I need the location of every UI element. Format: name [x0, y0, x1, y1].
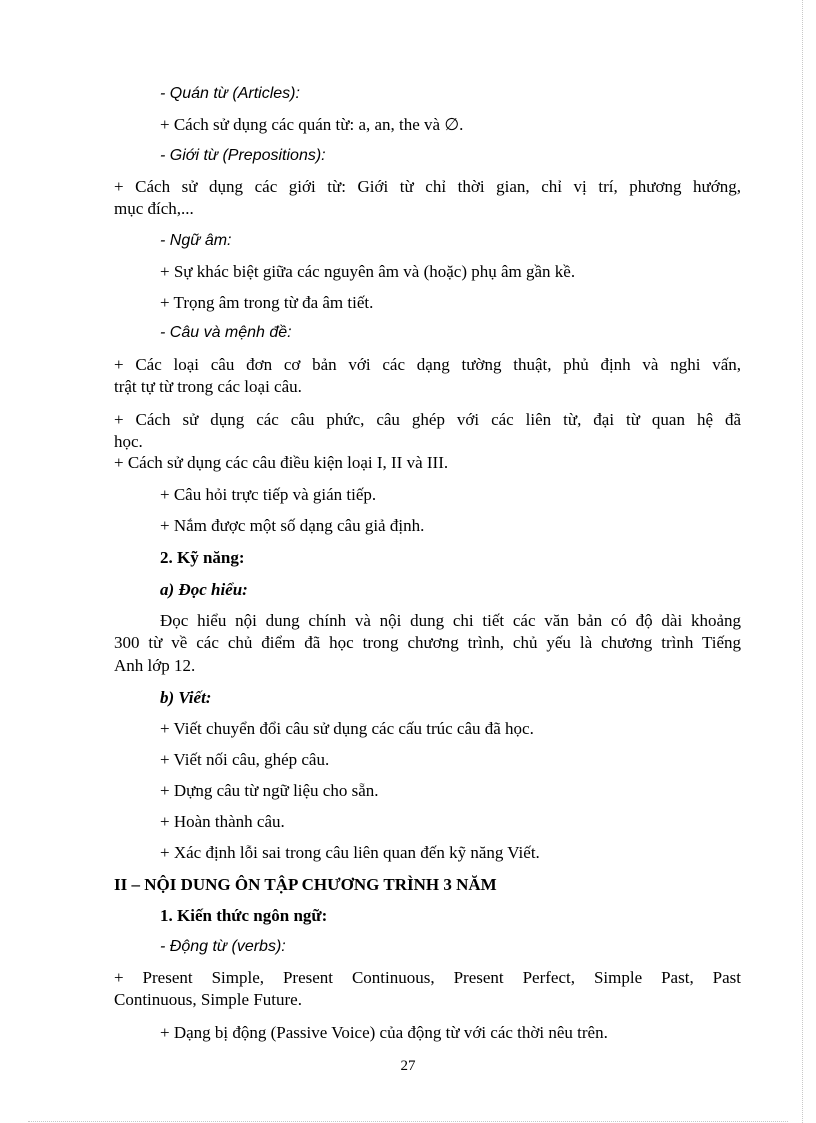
text-vowels-consonants: + Sự khác biệt giữa các nguyên âm và (hoặc) phụ âm gần kề.	[160, 262, 576, 281]
text-stress: + Trọng âm trong từ đa âm tiết.	[160, 293, 374, 312]
page-number: 27	[400, 1058, 416, 1074]
heading-prepositions: - Giới từ (Prepositions):	[160, 147, 326, 164]
heading-writing: b) Viết:	[160, 688, 212, 707]
heading-verbs: - Động từ (verbs):	[160, 938, 286, 955]
right-margin-divider	[802, 0, 803, 1123]
text-writing-combine: + Viết nối câu, ghép câu.	[160, 750, 330, 769]
text-conditionals: + Cách sử dụng các câu điều kiện loại I, II và III.	[114, 453, 449, 472]
text-writing-build: + Dựng câu từ ngữ liệu cho sẵn.	[160, 781, 379, 800]
text-prepositions-usage: + Cách sử dụng các giới từ: Giới từ chỉ thời gian, chỉ vị trí, phương hướng,	[114, 177, 741, 196]
heading-articles: - Quán từ (Articles):	[160, 85, 300, 102]
text-writing-errors: + Xác định lỗi sai trong câu liên quan đến kỹ năng Viết.	[160, 843, 540, 862]
text-tenses: + Present Simple, Present Continuous, Present Perfect, Simple Past, Past	[114, 968, 741, 987]
text-simple-sentences: + Các loại câu đơn cơ bản với các dạng tường thuật, phủ định và nghi vấn,	[114, 355, 741, 374]
text-tenses-cont: Continuous, Simple Future.	[114, 990, 302, 1009]
text-reading-cont: 300 từ về các chủ điểm đã học trong chương trình, chủ yếu là chương trình Tiếng	[114, 633, 741, 652]
text-reported-questions: + Câu hỏi trực tiếp và gián tiếp.	[160, 485, 377, 504]
text-passive-voice: + Dạng bị động (Passive Voice) của động từ với các thời nêu trên.	[160, 1023, 608, 1042]
text-articles-usage: + Cách sử dụng các quán từ: a, an, the và ∅.	[160, 115, 464, 134]
text-writing-complete: + Hoàn thành câu.	[160, 812, 285, 831]
text-complex-sentences: + Cách sử dụng các câu phức, câu ghép với các liên từ, đại từ quan hệ đã	[114, 410, 741, 429]
section-heading-review: II – NỘI DUNG ÔN TẬP CHƯƠNG TRÌNH 3 NĂM	[114, 875, 497, 894]
footer-divider	[28, 1121, 788, 1122]
text-reading: Đọc hiểu nội dung chính và nội dung chi tiết các văn bản có độ dài khoảng	[160, 611, 741, 630]
heading-reading: a) Đọc hiểu:	[160, 580, 248, 599]
text-reading-cont-2: Anh lớp 12.	[114, 656, 196, 675]
heading-sentences-clauses: - Câu và mệnh đề:	[160, 324, 292, 341]
text-simple-sentences-cont: trật tự từ trong các loại câu.	[114, 377, 302, 396]
text-complex-sentences-cont: học.	[114, 432, 143, 451]
heading-language-knowledge: 1. Kiến thức ngôn ngữ:	[160, 906, 328, 925]
text-prepositions-usage-cont: mục đích,...	[114, 199, 194, 218]
text-writing-transform: + Viết chuyển đổi câu sử dụng các cấu trúc câu đã học.	[160, 719, 534, 738]
heading-phonetics: - Ngữ âm:	[160, 232, 232, 249]
heading-skills: 2. Kỹ năng:	[160, 548, 245, 567]
text-subjunctive: + Nắm được một số dạng câu giả định.	[160, 516, 425, 535]
